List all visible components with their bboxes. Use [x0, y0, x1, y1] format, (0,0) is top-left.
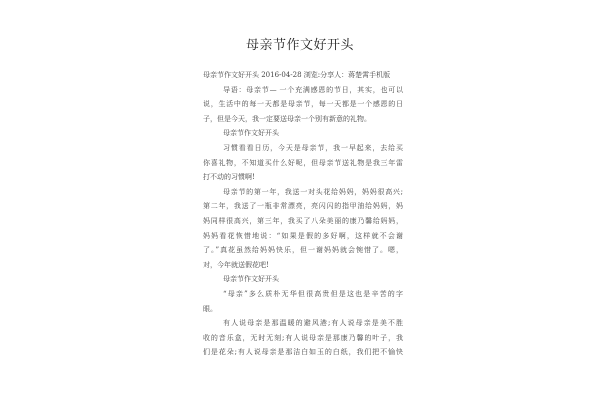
paragraph-line: 妈同样很高兴，第三年，我买了八朵美丽的康乃馨给妈妈，	[203, 216, 403, 225]
paragraph-line: 习惯看看日历，今天是母亲节，我一早起来，去给买	[223, 143, 403, 152]
paragraph-line: 第二年，我送了一瓶非常漂亮，亮闪闪的指甲油给妈妈，妈	[203, 202, 403, 211]
paragraph-line: 子，但是今天，我一定要送母亲一个别有新意的礼物。	[203, 114, 371, 123]
paragraph-line: 眼。	[203, 304, 217, 313]
section-heading: 母亲节作文好开头	[223, 275, 279, 284]
paragraph-line: 母亲节的第一年，我送一对头花给妈妈，妈妈很高兴;	[223, 187, 403, 196]
article-meta-line: 母亲节作文好开头 2016-04-28 浏览:分享人：蒋楚霄手机版	[203, 71, 391, 79]
paragraph-line: 收的音乐盒，无时无刻;有人说母亲是那康乃馨的叶子，我	[203, 333, 403, 342]
paragraph-line: 有人说母亲是那温暖的避风港;有人说母亲是美不胜	[223, 319, 403, 328]
paragraph-line: “母亲”多么质朴无华但很高贵但是这也是辛苦的字	[223, 289, 403, 298]
paragraph-line: 对，今年就送假花吧!	[203, 260, 269, 269]
page-title: 母亲节作文好开头	[245, 38, 354, 53]
paragraph-line: 你喜礼物，不知道买什么好呢，但母亲节送礼物是我三年雷	[203, 158, 403, 167]
paragraph-line: 说，生活中的每一天都是母亲节，每一天都是一个感恩的日	[203, 100, 403, 109]
section-heading: 母亲节作文好开头	[223, 129, 279, 138]
paragraph-line: 打不动的习惯啊!	[203, 173, 255, 182]
article-body	[203, 68, 403, 360]
paragraph-line: 妈妈看花恢惜地说：“如果是假的多好啊，这样就不会谢	[203, 231, 403, 240]
paragraph-line: 们是花朵;有人说母亲是那洁白如玉的白纸，我们把不愉快	[203, 348, 403, 357]
paragraph-line: 了。”真花虽然给妈妈快乐，但一谢妈妈就会惋惜了。嗯，	[203, 246, 403, 255]
paragraph-line: 导语：母亲节— 一个充满感恩的节日，其实，也可以	[223, 85, 403, 94]
